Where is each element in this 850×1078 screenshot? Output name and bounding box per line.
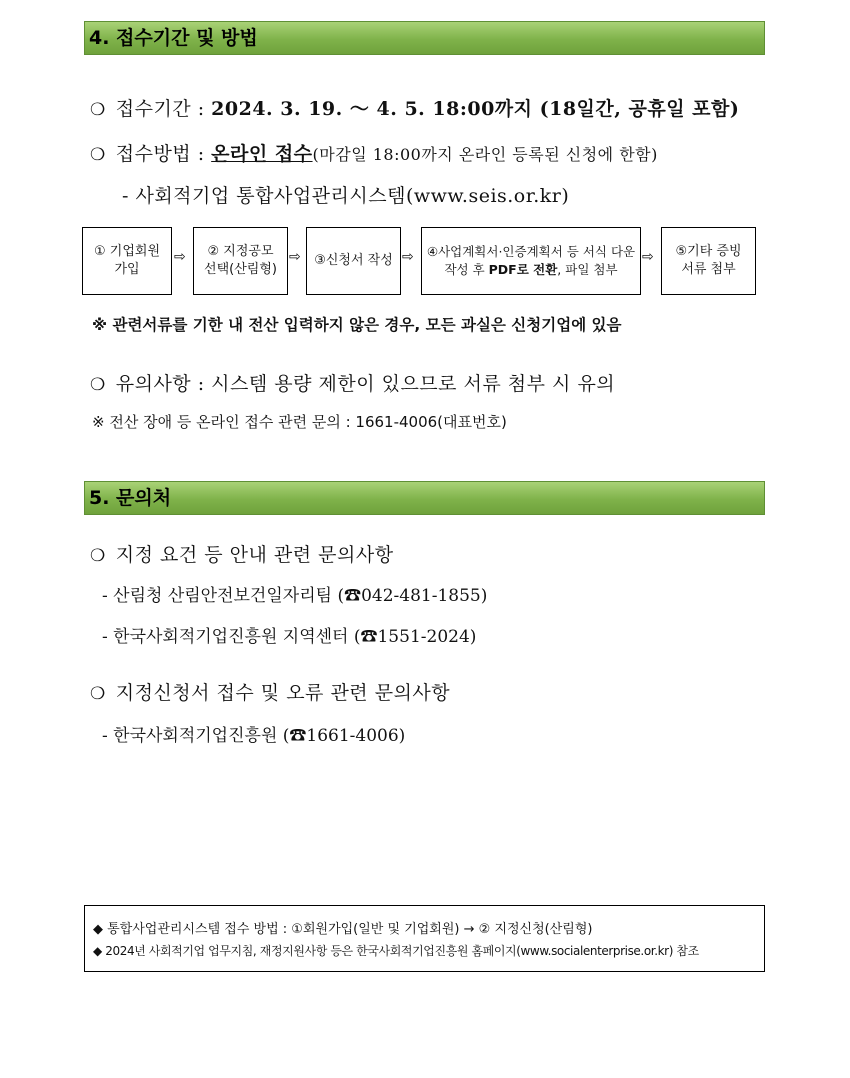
note-line: ◆ 통합사업관리시스템 접수 방법 : ①회원가입(일반 및 기업회원) → ② 지정신청(산림형): [93, 922, 593, 937]
period-label: 접수기간 :: [115, 98, 212, 120]
period-line: [90, 94, 739, 121]
warning-text: ※ 관련서류를 기한 내 전산 입력하지 않은 경우, 모든 과실은 신청기업에 있음: [92, 316, 622, 334]
method-label: 접수방법 :: [115, 143, 212, 165]
bullet-icon: ❍: [90, 375, 106, 395]
flow-step-5: ⑤기타 증빙 서류 첨부: [661, 227, 756, 295]
flow-step-2: ② 지정공모 선택(산림형): [193, 227, 288, 295]
arrow-icon: ⇨: [642, 249, 654, 265]
system-line: - 사회적기업 통합사업관리시스템(www.seis.or.kr): [122, 185, 570, 207]
section-5-header: 5. 문의처: [84, 481, 765, 515]
period-value: 2024. 3. 19. ～ 4. 5. 18:00까지 (18일간, 공휴일 포함): [211, 98, 740, 120]
method-note: (마감일 18:00까지 온라인 등록된 신청에 한함): [312, 145, 658, 164]
note-box: [84, 905, 765, 972]
inquiry-heading-1: ❍ 지정 요건 등 안내 관련 문의사항: [90, 544, 394, 566]
method-value: 온라인 접수: [211, 143, 313, 165]
contact-note: ※ 전산 장애 등 온라인 접수 관련 문의 : 1661-4006(대표번호): [92, 413, 507, 431]
inquiry-item: - 산림청 산림안전보건일자리팀 (☎042-481-1855): [102, 586, 488, 606]
arrow-icon: ⇨: [402, 249, 414, 265]
bullet-icon: ❍: [90, 684, 106, 704]
caution-text: 유의사항 : 시스템 용량 제한이 있으므로 서류 첨부 시 유의: [115, 373, 616, 395]
note-line: ◆ 2024년 사회적기업 업무지침, 재정지원사항 등은 한국사회적기업진흥원 홈페이지(www.socialenterprise.or.kr) 참조: [93, 944, 699, 958]
flow-step-1: ① 기업회원 가입: [82, 227, 172, 295]
arrow-icon: ⇨: [174, 249, 186, 265]
flow-step-4: ④사업계획서·인증계획서 등 서식 다운 작성 후 PDF로 전환, 파일 첨부: [421, 227, 641, 295]
bullet-icon: ❍: [90, 100, 106, 120]
inquiry-item: - 한국사회적기업진흥원 (☎1661-4006): [102, 726, 406, 746]
method-line: [90, 139, 658, 166]
arrow-icon: ⇨: [289, 249, 301, 265]
flow-step-3: ③신청서 작성: [306, 227, 401, 295]
inquiry-heading-2: ❍ 지정신청서 접수 및 오류 관련 문의사항: [90, 682, 451, 704]
bullet-icon: ❍: [90, 546, 106, 566]
section-4-header: 4. 접수기간 및 방법: [84, 21, 765, 55]
caution-line: [90, 369, 615, 396]
bullet-icon: ❍: [90, 145, 106, 165]
inquiry-item: - 한국사회적기업진흥원 지역센터 (☎1551-2024): [102, 627, 477, 647]
